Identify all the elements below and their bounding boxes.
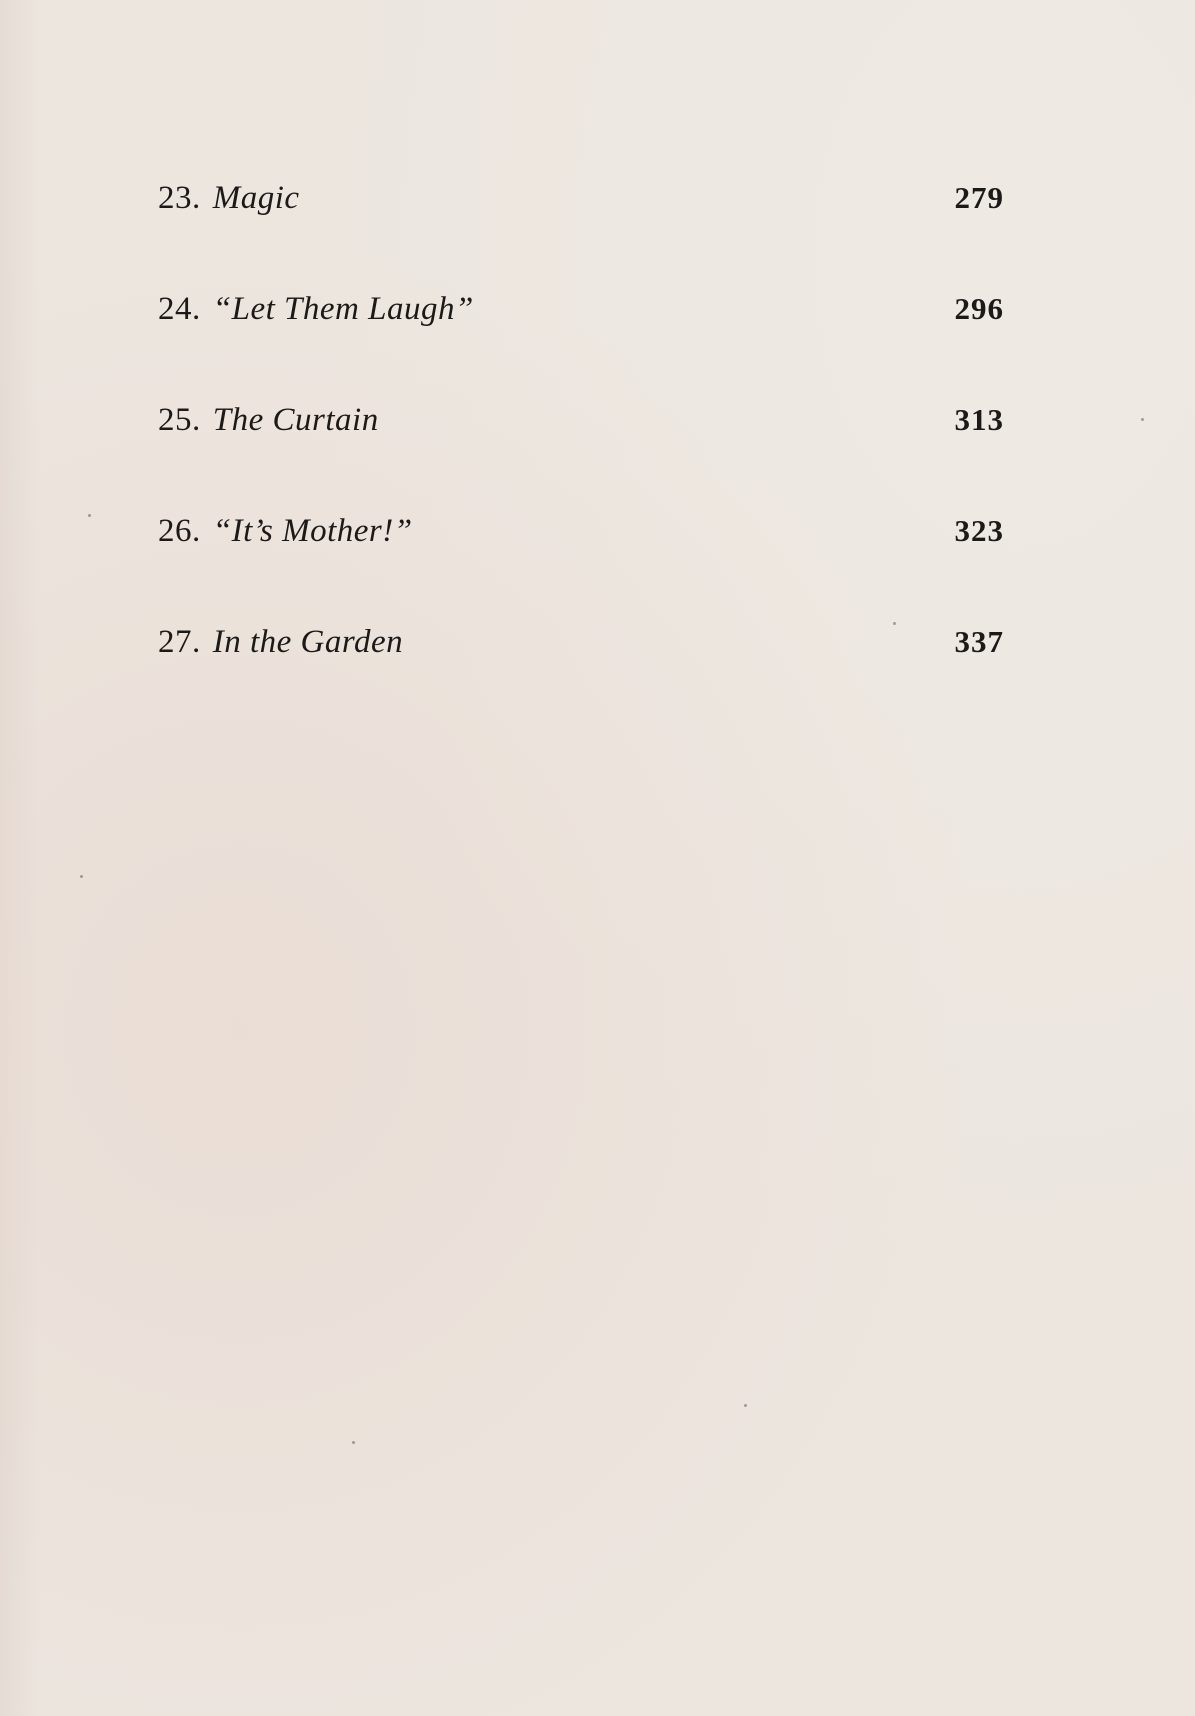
toc-entry-label — [158, 178, 300, 218]
toc-entry-label — [158, 511, 413, 551]
paper-speck — [1141, 418, 1144, 421]
chapter-number: 27. — [158, 624, 201, 660]
chapter-number: 23. — [158, 180, 201, 216]
toc-entry — [158, 289, 1004, 400]
chapter-title: Magic — [212, 180, 300, 216]
chapter-number: 25. — [158, 402, 201, 438]
toc-entry — [158, 511, 1004, 622]
chapter-title: “Let Them Laugh” — [212, 291, 474, 327]
toc-entry — [158, 400, 1004, 511]
toc-entry-label — [158, 400, 379, 440]
chapter-number: 24. — [158, 291, 201, 327]
toc-entry-label — [158, 622, 403, 662]
paper-speck — [80, 875, 83, 878]
chapter-number: 26. — [158, 513, 201, 549]
page-number: 279 — [954, 180, 1004, 215]
page-number: 296 — [954, 291, 1004, 326]
toc-entry — [158, 178, 1004, 289]
paper-speck — [352, 1441, 355, 1444]
toc-entry-label — [158, 289, 474, 329]
chapter-title: In the Garden — [212, 624, 404, 660]
paper-speck — [744, 1404, 747, 1407]
chapter-title: “It’s Mother!” — [212, 513, 413, 549]
page-number: 323 — [954, 513, 1004, 548]
chapter-title: The Curtain — [212, 402, 379, 438]
toc-entry — [158, 622, 1004, 733]
table-of-contents — [158, 178, 1004, 733]
page-number: 313 — [954, 402, 1004, 437]
page-number: 337 — [954, 624, 1004, 659]
paper-speck — [88, 514, 91, 517]
paper-speck — [893, 622, 896, 625]
